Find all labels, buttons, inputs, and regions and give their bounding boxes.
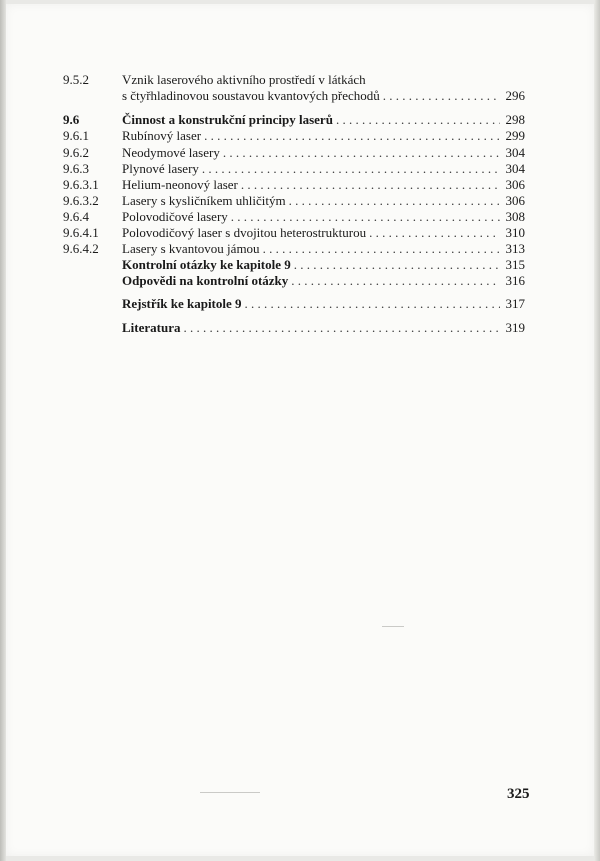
section-number: 9.6.4.1: [63, 225, 99, 240]
dot-leader: [289, 193, 500, 209]
page-number: 298: [505, 112, 525, 127]
dot-leader: [383, 88, 500, 104]
page-number: 315: [505, 257, 525, 272]
section-number: 9.6.4: [63, 209, 89, 224]
dot-leader: [183, 320, 500, 336]
dot-leader: [369, 225, 500, 241]
dot-leader: [223, 145, 500, 161]
page-number: 313: [505, 241, 525, 256]
page-folio: 325: [507, 786, 530, 802]
section-title: Literatura: [122, 320, 181, 335]
section-title: Odpovědi na kontrolní otázky: [122, 273, 289, 288]
section-number: 9.6.3.2: [63, 193, 99, 208]
section-title: Polovodičový laser s dvojitou heterostrukturou: [122, 225, 367, 240]
section-number: 9.5.2: [63, 72, 89, 87]
section-title: Neodymové lasery: [122, 145, 220, 160]
section-title: Lasery s kvantovou jámou: [122, 241, 260, 256]
section-number: 9.6.4.2: [63, 241, 99, 256]
section-title: Vznik laserového aktivního prostředí v látkách: [122, 72, 366, 87]
page-number: 316: [505, 273, 525, 288]
page-number: 308: [505, 209, 525, 224]
page-number: 306: [505, 177, 525, 192]
section-title: Činnost a konstrukční principy laserů: [122, 112, 333, 127]
section-number: 9.6.3: [63, 161, 89, 176]
page-number: 310: [505, 225, 525, 240]
dot-leader: [231, 209, 500, 225]
section-title: Polovodičové lasery: [122, 209, 228, 224]
section-title: Helium-neonový laser: [122, 177, 238, 192]
paper-mark: [200, 792, 260, 793]
dot-leader: [245, 296, 500, 312]
section-title: Lasery s kysličníkem uhličitým: [122, 193, 286, 208]
dot-leader: [291, 273, 500, 289]
dot-leader: [202, 161, 500, 177]
page-number: 319: [505, 320, 525, 335]
page-number: 304: [505, 161, 525, 176]
section-title: Rubínový laser: [122, 128, 202, 143]
dot-leader: [241, 177, 500, 193]
section-title-continued: s čtyřhladinovou soustavou kvantových přechodů: [122, 88, 380, 103]
section-number: 9.6.2: [63, 145, 89, 160]
section-number: 9.6: [63, 112, 80, 127]
page-number: 304: [505, 145, 525, 160]
dot-leader: [204, 128, 500, 144]
page-number: 296: [505, 88, 525, 103]
page-number: 317: [505, 296, 525, 311]
section-title: Kontrolní otázky ke kapitole 9: [122, 257, 291, 272]
page-number: 306: [505, 193, 525, 208]
page-number: 299: [505, 128, 525, 143]
dot-leader: [336, 112, 500, 128]
section-title: Plynové lasery: [122, 161, 199, 176]
dot-leader: [263, 241, 500, 257]
paper-mark: [382, 626, 404, 627]
section-number: 9.6.3.1: [63, 177, 99, 192]
dot-leader: [294, 257, 500, 273]
page-edge-right: [594, 0, 600, 861]
section-title: Rejstřík ke kapitole 9: [122, 296, 242, 311]
section-number: 9.6.1: [63, 128, 89, 143]
